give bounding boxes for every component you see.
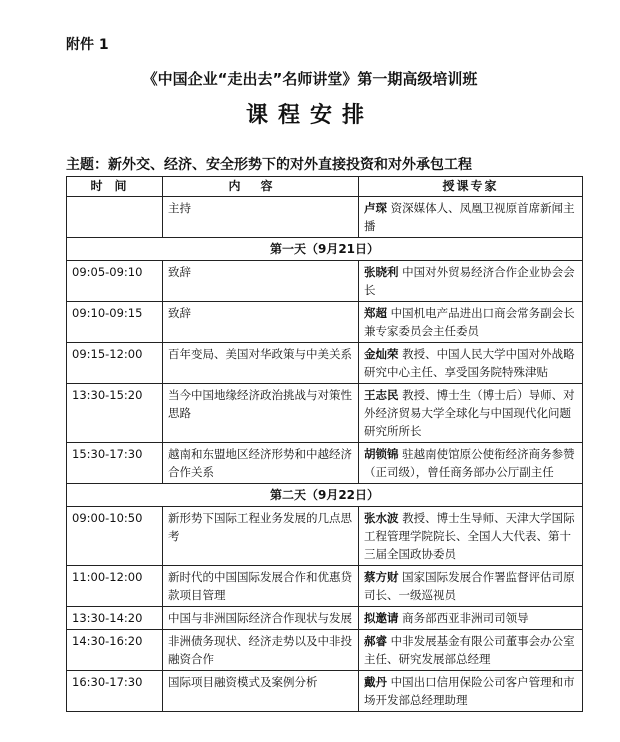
table-row	[67, 607, 583, 630]
session-topic: 致辞	[163, 302, 359, 343]
expert-description: 中非发展基金有限公司董事会办公室主任、研究发展部总经理	[364, 634, 575, 666]
session-expert	[359, 566, 583, 607]
expert-name: 张晓利	[364, 265, 399, 279]
table-row	[67, 566, 583, 607]
expert-description: 中国机电产品进出口商会常务副会长兼专家委员会主任委员	[364, 306, 575, 338]
expert-name: 张水波	[364, 511, 399, 525]
expert-description: 国家国际发展合作署监督评估司原司长、一级巡视员	[364, 570, 575, 602]
table-row	[67, 630, 583, 671]
table-row	[67, 384, 583, 443]
session-topic: 非洲债务现状、经济走势以及中非投融资合作	[163, 630, 359, 671]
column-header-content: 内容	[163, 177, 359, 197]
table-row	[67, 261, 583, 302]
table-row	[67, 671, 583, 712]
expert-description: 商务部西亚非洲司司领导	[402, 611, 529, 625]
session-topic: 国际项目融资模式及案例分析	[163, 671, 359, 712]
expert-name: 金灿荣	[364, 347, 399, 361]
document-title: 《中国企业“走出去”名师讲堂》第一期高级培训班	[142, 70, 478, 88]
session-time: 09:05-09:10	[67, 261, 163, 302]
expert-description: 教授、博士生导师、天津大学国际工程管理学院院长、全国人大代表、第十三届全国政协委员	[364, 511, 575, 561]
day-header-row	[67, 484, 583, 507]
session-expert	[359, 261, 583, 302]
table-header-row	[67, 177, 583, 197]
expert-description: 中国对外贸易经济合作企业协会会长	[364, 265, 575, 297]
expert-description: 资深媒体人、凤凰卫视原首席新闻主播	[364, 201, 575, 233]
session-time: 11:00-12:00	[67, 566, 163, 607]
expert-description: 中国出口信用保险公司客户管理和市场开发部总经理助理	[364, 675, 575, 707]
session-expert	[359, 343, 583, 384]
session-time: 09:00-10:50	[67, 507, 163, 566]
expert-name: 郝睿	[364, 634, 387, 648]
expert-name: 胡锁锦	[364, 447, 399, 461]
session-topic: 致辞	[163, 261, 359, 302]
expert-description: 驻越南使馆原公使衔经济商务参赞（正司级），曾任商务部办公厅副主任	[364, 447, 575, 479]
session-topic: 新形势下国际工程业务发展的几点思考	[163, 507, 359, 566]
session-time: 09:10-09:15	[67, 302, 163, 343]
session-time: 15:30-17:30	[67, 443, 163, 484]
session-time: 09:15-12:00	[67, 343, 163, 384]
expert-name: 王志民	[364, 388, 399, 402]
session-expert	[359, 671, 583, 712]
table-row	[67, 197, 583, 238]
session-topic: 主持	[163, 197, 359, 238]
expert-description: 教授、中国人民大学中国对外战略研究中心主任、享受国务院特殊津贴	[364, 347, 575, 379]
session-topic: 百年变局、美国对华政策与中美关系	[163, 343, 359, 384]
expert-description: 教授、博士生（博士后）导师、对外经济贸易大学全球化与中国现代化问题研究所所长	[364, 388, 575, 438]
session-expert	[359, 607, 583, 630]
expert-name: 郑超	[364, 306, 387, 320]
session-topic: 当今中国地缘经济政治挑战与对策性思路	[163, 384, 359, 443]
schedule-table	[66, 176, 583, 712]
session-expert	[359, 443, 583, 484]
session-time: 13:30-14:20	[67, 607, 163, 630]
session-expert	[359, 507, 583, 566]
session-time	[67, 197, 163, 238]
session-time: 16:30-17:30	[67, 671, 163, 712]
day-header: 第二天（9月22日）	[67, 484, 583, 507]
session-expert	[359, 302, 583, 343]
session-time: 13:30-15:20	[67, 384, 163, 443]
session-topic: 中国与非洲国际经济合作现状与发展	[163, 607, 359, 630]
expert-name: 戴丹	[364, 675, 387, 689]
session-expert	[359, 630, 583, 671]
day-header-row	[67, 238, 583, 261]
theme-line: 主题：新外交、经济、安全形势下的对外直接投资和对外承包工程	[66, 157, 472, 173]
column-header-expert: 授课专家	[359, 177, 583, 197]
column-header-time: 时间	[67, 177, 163, 197]
table-row	[67, 507, 583, 566]
document-subtitle: 课程安排	[245, 103, 374, 128]
table-row	[67, 343, 583, 384]
table-row	[67, 302, 583, 343]
day-header: 第一天（9月21日）	[67, 238, 583, 261]
expert-name: 卢琛	[364, 201, 387, 215]
session-time: 14:30-16:20	[67, 630, 163, 671]
table-row	[67, 443, 583, 484]
session-expert	[359, 384, 583, 443]
expert-name: 拟邀请	[364, 611, 399, 625]
session-topic: 新时代的中国国际发展合作和优惠贷款项目管理	[163, 566, 359, 607]
session-expert	[359, 197, 583, 238]
attachment-label: 附件 1	[66, 37, 109, 53]
schedule-body	[67, 197, 583, 712]
session-topic: 越南和东盟地区经济形势和中越经济合作关系	[163, 443, 359, 484]
expert-name: 蔡方财	[364, 570, 399, 584]
